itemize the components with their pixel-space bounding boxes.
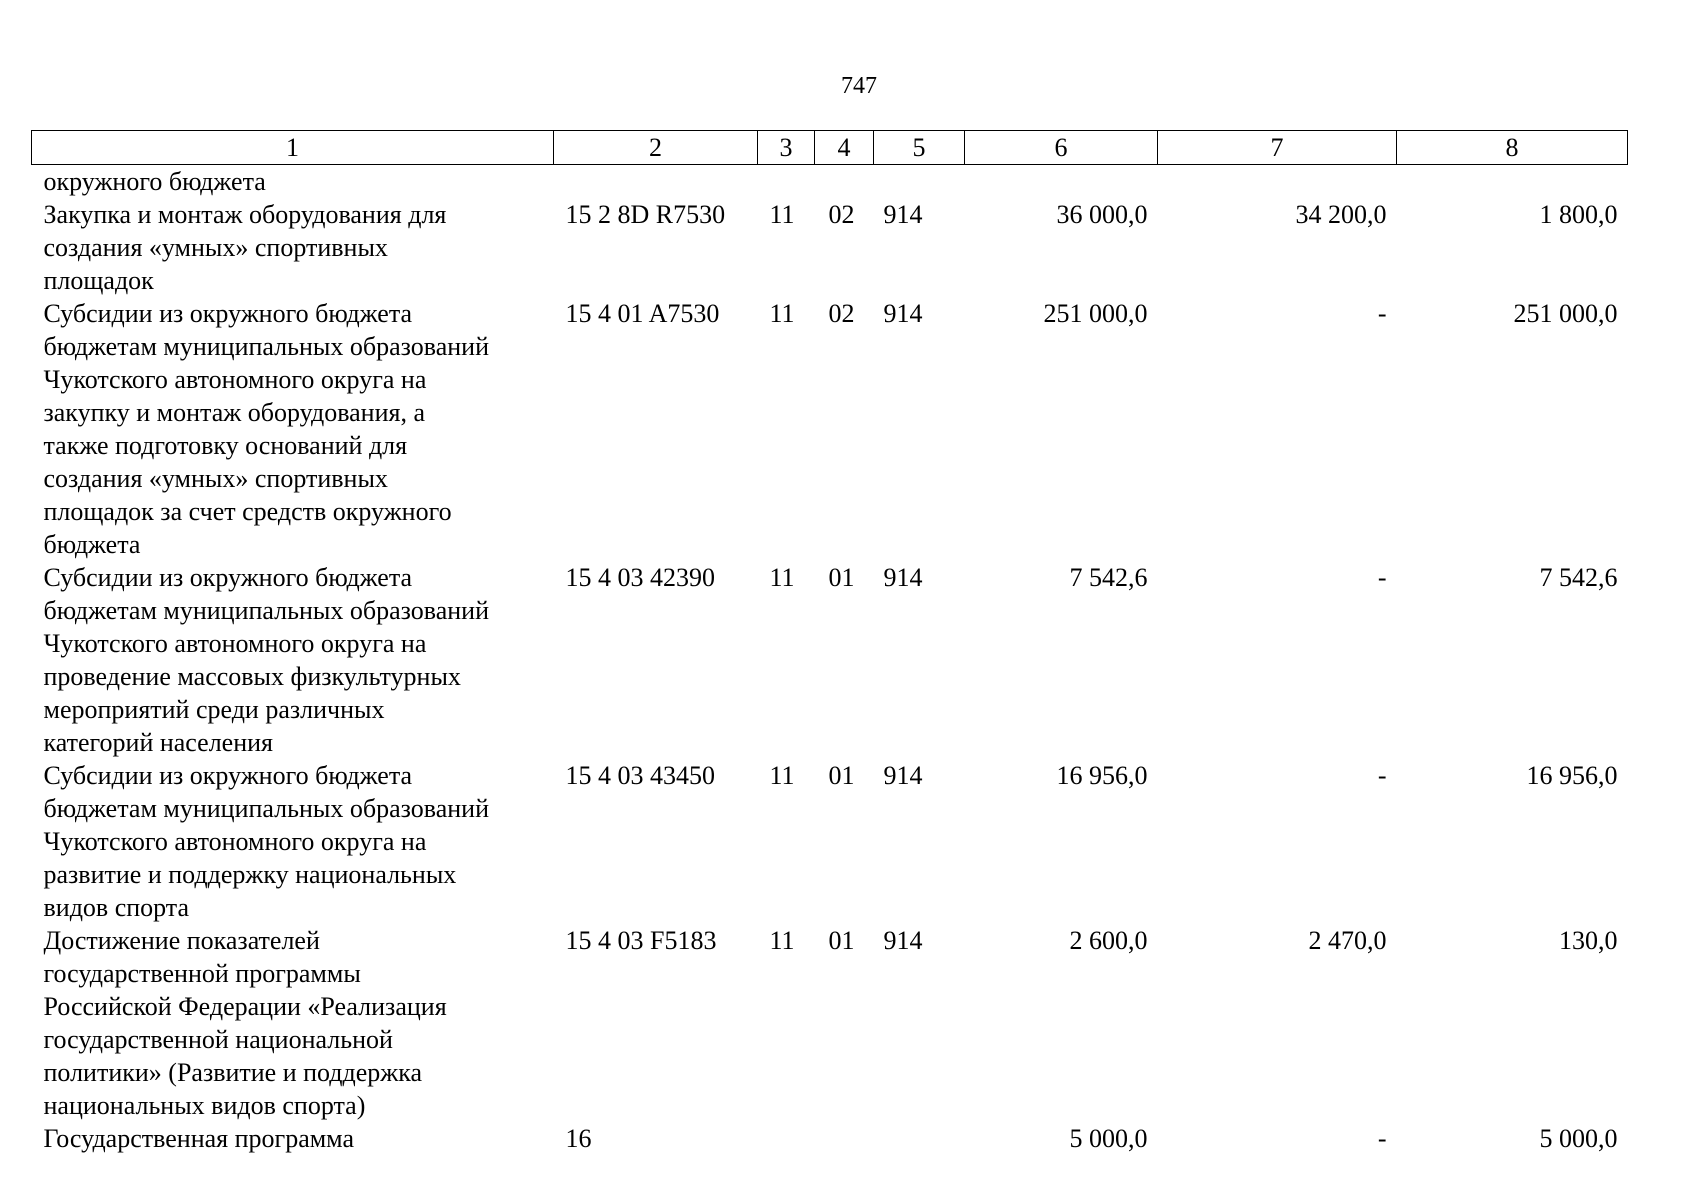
page-number: 747 — [841, 73, 877, 99]
name-line: бюджетам муниципальных образований — [43, 332, 490, 361]
header-cell-6: 6 — [965, 131, 1158, 165]
name-line: Российской Федерации «Реализация — [43, 992, 447, 1021]
name-line: Субсидии из окружного бюджета — [43, 563, 413, 592]
name-line: проведение массовых физкультурных — [43, 662, 461, 691]
name-line: Чукотского автономного округа на — [43, 629, 427, 658]
name-line: категорий населения — [43, 728, 274, 757]
code-cell: 15 2 8D R7530 — [565, 200, 726, 229]
name-line: государственной программы — [43, 959, 361, 988]
section-cell: 11 — [769, 926, 795, 955]
table-row — [32, 759, 1628, 924]
regional-amount-cell: 7 542,6 — [1539, 563, 1618, 592]
name-line: Закупка и монтаж оборудования для — [43, 200, 447, 229]
expense-type-cell: 914 — [883, 200, 923, 229]
header-cell-2: 2 — [554, 131, 758, 165]
code-cell: 15 4 03 43450 — [565, 761, 715, 790]
name-line: также подготовку оснований для — [43, 431, 408, 460]
subsection-cell — [815, 1122, 874, 1155]
table-row — [32, 165, 1628, 199]
name-line: Достижение показателей — [43, 926, 320, 955]
table-row — [32, 297, 1628, 561]
name-cell — [32, 561, 554, 759]
name-line: Субсидии из окружного бюджета — [43, 761, 413, 790]
federal-amount-cell: - — [1377, 761, 1387, 790]
total-amount-cell: 5 000,0 — [1069, 1124, 1148, 1153]
federal-amount-cell: - — [1377, 299, 1387, 328]
name-line: национальных видов спорта) — [43, 1091, 366, 1120]
table-row — [32, 561, 1628, 759]
section-cell — [758, 165, 815, 199]
total-amount-cell — [965, 165, 1158, 199]
name-line: мероприятий среди различных — [43, 695, 385, 724]
table-header — [32, 131, 1628, 165]
name-line: видов спорта — [43, 893, 190, 922]
subsection-cell: 01 — [828, 563, 855, 592]
table-row — [32, 1122, 1628, 1155]
expense-type-cell — [874, 165, 965, 199]
code-cell — [554, 165, 758, 199]
total-amount-cell: 2 600,0 — [1069, 926, 1148, 955]
total-amount-cell: 7 542,6 — [1069, 563, 1148, 592]
total-amount-cell: 16 956,0 — [1056, 761, 1148, 790]
federal-amount-cell: - — [1377, 563, 1387, 592]
regional-amount-cell: 251 000,0 — [1513, 299, 1618, 328]
regional-amount-cell: 16 956,0 — [1526, 761, 1618, 790]
budget-table — [31, 130, 1628, 1155]
regional-amount-cell: 130,0 — [1559, 926, 1618, 955]
federal-amount-cell: 34 200,0 — [1295, 200, 1387, 229]
section-cell: 11 — [769, 200, 795, 229]
name-line: бюджета — [43, 530, 141, 559]
name-line: политики» (Развитие и поддержка — [43, 1058, 423, 1087]
table-row — [32, 924, 1628, 1122]
header-row — [32, 131, 1628, 165]
section-cell: 11 — [769, 761, 795, 790]
name-line: бюджетам муниципальных образований — [43, 794, 490, 823]
subsection-cell: 01 — [828, 761, 855, 790]
expense-type-cell: 914 — [883, 926, 923, 955]
name-line: бюджетам муниципальных образований — [43, 596, 490, 625]
name-line: окружного бюджета — [43, 167, 266, 196]
name-cell — [32, 1122, 554, 1155]
header-cell-7: 7 — [1158, 131, 1397, 165]
name-cell — [32, 198, 554, 297]
name-cell — [32, 759, 554, 924]
federal-amount-cell — [1158, 165, 1397, 199]
expense-type-cell — [874, 1122, 965, 1155]
section-cell — [758, 1122, 815, 1155]
code-cell: 15 4 01 A7530 — [565, 299, 720, 328]
header-cell-5: 5 — [874, 131, 965, 165]
table-body — [32, 165, 1628, 1156]
total-amount-cell: 251 000,0 — [1043, 299, 1148, 328]
expense-type-cell: 914 — [883, 299, 923, 328]
expense-type-cell: 914 — [883, 563, 923, 592]
header-cell-1: 1 — [32, 131, 554, 165]
subsection-cell — [815, 165, 874, 199]
name-line: площадок — [43, 266, 154, 295]
name-cell — [32, 165, 554, 199]
name-line: создания «умных» спортивных — [43, 233, 388, 262]
name-line: создания «умных» спортивных — [43, 464, 388, 493]
subsection-cell: 02 — [828, 299, 855, 328]
section-cell: 11 — [769, 299, 795, 328]
regional-amount-cell — [1397, 165, 1628, 199]
name-line: Субсидии из окружного бюджета — [43, 299, 413, 328]
section-cell: 11 — [769, 563, 795, 592]
federal-amount-cell: 2 470,0 — [1308, 926, 1387, 955]
name-line: развитие и поддержку национальных — [43, 860, 457, 889]
name-line: площадок за счет средств окружного — [43, 497, 452, 526]
regional-amount-cell: 5 000,0 — [1539, 1124, 1618, 1153]
name-line: закупку и монтаж оборудования, а — [43, 398, 425, 427]
name-cell — [32, 297, 554, 561]
name-line: Чукотского автономного округа на — [43, 365, 427, 394]
code-cell: 15 4 03 F5183 — [565, 926, 717, 955]
name-cell — [32, 924, 554, 1122]
total-amount-cell: 36 000,0 — [1056, 200, 1148, 229]
code-cell: 16 — [565, 1124, 592, 1153]
name-line: государственной национальной — [43, 1025, 393, 1054]
name-line: Государственная программа — [43, 1124, 355, 1153]
regional-amount-cell: 1 800,0 — [1539, 200, 1618, 229]
header-cell-4: 4 — [815, 131, 874, 165]
federal-amount-cell: - — [1377, 1124, 1387, 1153]
subsection-cell: 02 — [828, 200, 855, 229]
table-row — [32, 198, 1628, 297]
header-cell-3: 3 — [758, 131, 815, 165]
subsection-cell: 01 — [828, 926, 855, 955]
code-cell: 15 4 03 42390 — [565, 563, 715, 592]
expense-type-cell: 914 — [883, 761, 923, 790]
name-line: Чукотского автономного округа на — [43, 827, 427, 856]
header-cell-8: 8 — [1397, 131, 1628, 165]
